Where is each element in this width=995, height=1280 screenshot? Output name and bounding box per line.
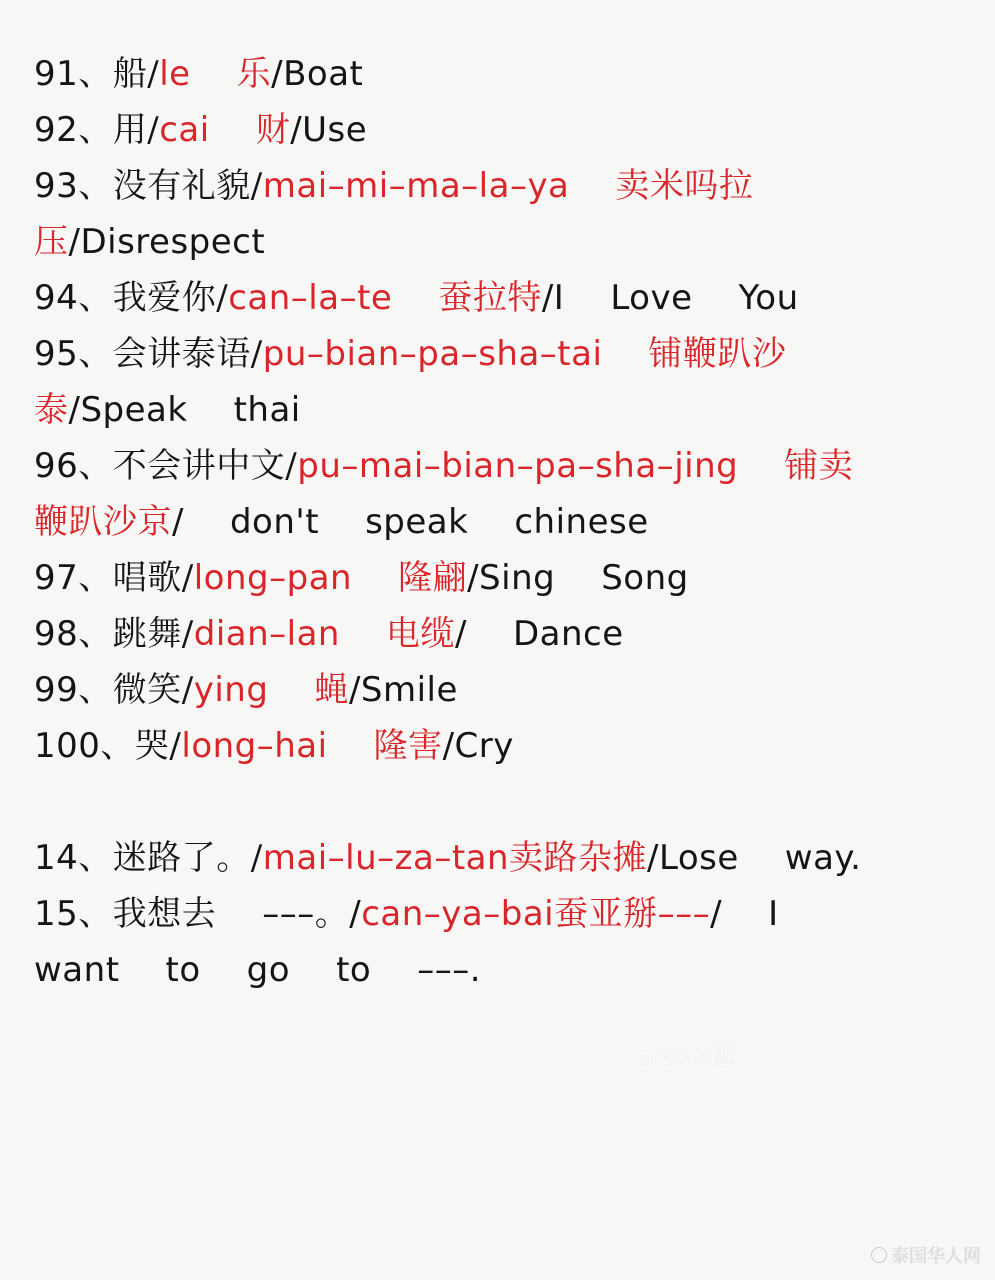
phrase-line-98	[34, 606, 964, 662]
chinese-term: 跳舞/	[112, 614, 194, 654]
chinese-term: 会讲泰语/	[112, 334, 263, 374]
homophone-chars: 乐	[236, 54, 272, 94]
english-word: don't	[229, 502, 320, 542]
english-word: Song	[601, 558, 689, 598]
phrase-line-95	[34, 326, 964, 382]
english-meaning: /Smile	[348, 670, 458, 710]
english-meaning: /I	[541, 278, 565, 318]
english-meaning: /Use	[290, 110, 368, 150]
english-meaning: /	[172, 502, 184, 542]
blank-line	[34, 774, 964, 830]
line-number: 14、	[34, 838, 113, 878]
phrase-list	[34, 46, 964, 998]
line-number: 92、	[34, 110, 113, 150]
chinese-term: 哭/	[134, 726, 182, 766]
homophone-chars: 电缆	[385, 614, 455, 654]
phrase-line-99	[34, 662, 964, 718]
chinese-term: 唱歌/	[112, 558, 194, 598]
homophone-chars: 财	[255, 110, 291, 150]
line-number: 99、	[34, 670, 113, 710]
line-number: 93、	[34, 166, 113, 206]
english-meaning: /Cry	[442, 726, 514, 766]
chinese-term: 微笑/	[112, 670, 194, 710]
chinese-term: 我爱你/	[112, 278, 229, 318]
phrase-line-93-cont	[34, 214, 964, 270]
pronunciation: dian–lan	[193, 614, 340, 654]
phrase-line-94	[34, 270, 964, 326]
line-number: 98、	[34, 614, 113, 654]
pronunciation: pu–mai–bian–pa–sha–jing	[297, 446, 739, 486]
line-number: 96、	[34, 446, 113, 486]
pronunciation: ying	[193, 670, 269, 710]
english-word: way.	[784, 838, 862, 878]
phrase-line-14	[34, 830, 964, 886]
english-word: chinese	[514, 502, 649, 542]
phrase-line-15	[34, 886, 964, 942]
homophone-chars: 隆翩	[398, 558, 468, 598]
line-number: 95、	[34, 334, 113, 374]
pronunciation: can–la–te	[228, 278, 393, 318]
english-word: thai	[233, 390, 301, 430]
homophone-chars: 铺卖	[784, 446, 854, 486]
watermark-center: Crew习题	[636, 1045, 736, 1070]
homophone-chars: 蚕亚掰	[554, 894, 658, 934]
english-meaning: /Sing	[467, 558, 556, 598]
english-word: Dance	[512, 614, 624, 654]
english-meaning: /Lose	[647, 838, 739, 878]
phrase-line-96	[34, 438, 964, 494]
english-word: to	[336, 950, 372, 990]
chinese-term: 没有礼貌/	[112, 166, 263, 206]
homophone-chars: 鞭趴沙京	[34, 502, 172, 542]
phrase-line-96-cont	[34, 494, 964, 550]
pronunciation: long–hai	[181, 726, 328, 766]
watermark-corner	[871, 1242, 981, 1268]
pronunciation: can–ya–bai	[361, 894, 555, 934]
homophone-chars: 蝇	[314, 670, 349, 710]
english-word: to	[165, 950, 201, 990]
phrase-line-97	[34, 550, 964, 606]
phrase-line-15-cont	[34, 942, 964, 998]
homophone-chars: 铺鞭趴沙	[648, 334, 787, 374]
chinese-term: 船/	[112, 54, 160, 94]
english-word: go	[246, 950, 291, 990]
phrase-line-92	[34, 102, 964, 158]
english-meaning: /Boat	[271, 54, 364, 94]
homophone-chars: 蚕拉特	[438, 278, 542, 318]
line-number: 15、	[34, 894, 113, 934]
line-number: 97、	[34, 558, 113, 598]
pronunciation: mai–lu–za–tan	[262, 838, 510, 878]
logo-icon	[871, 1247, 887, 1263]
pronunciation: pu–bian–pa–sha–tai	[262, 334, 603, 374]
phrase-line-100	[34, 718, 964, 774]
phrase-line-91	[34, 46, 964, 102]
homophone-chars: 卖米吗拉	[615, 166, 754, 206]
chinese-term: 我想去	[112, 894, 217, 934]
english-word: You	[738, 278, 799, 318]
english-meaning: /	[454, 614, 467, 654]
line-number: 94、	[34, 278, 113, 318]
english-word: want	[34, 950, 120, 990]
blank-placeholder-red: –––	[657, 894, 711, 934]
phrase-line-93	[34, 158, 964, 214]
pronunciation: cai	[159, 110, 210, 150]
english-meaning: /Speak	[68, 390, 188, 430]
chinese-term: 用/	[112, 110, 160, 150]
english-word: –––.	[417, 950, 482, 990]
pronunciation: long–pan	[193, 558, 353, 598]
english-meaning: /Disrespect	[68, 222, 266, 262]
homophone-chars: 隆害	[373, 726, 443, 766]
homophone-chars: 压	[34, 222, 69, 262]
english-word: Love	[610, 278, 693, 318]
watermark-text: 泰国华人网	[891, 1246, 981, 1267]
homophone-chars: 卖路杂摊	[509, 838, 648, 878]
line-number: 100、	[34, 726, 135, 766]
english-word: speak	[365, 502, 469, 542]
line-number: 91、	[34, 54, 113, 94]
english-word: I	[768, 894, 779, 934]
blank-placeholder: –––。/	[262, 894, 362, 934]
pronunciation: mai–mi–ma–la–ya	[262, 166, 570, 206]
homophone-chars: 泰	[34, 390, 69, 430]
phrase-line-95-cont	[34, 382, 964, 438]
chinese-term: 迷路了。/	[112, 838, 263, 878]
chinese-term: 不会讲中文/	[112, 446, 298, 486]
pronunciation: le	[159, 54, 191, 94]
english-meaning: /	[710, 894, 723, 934]
